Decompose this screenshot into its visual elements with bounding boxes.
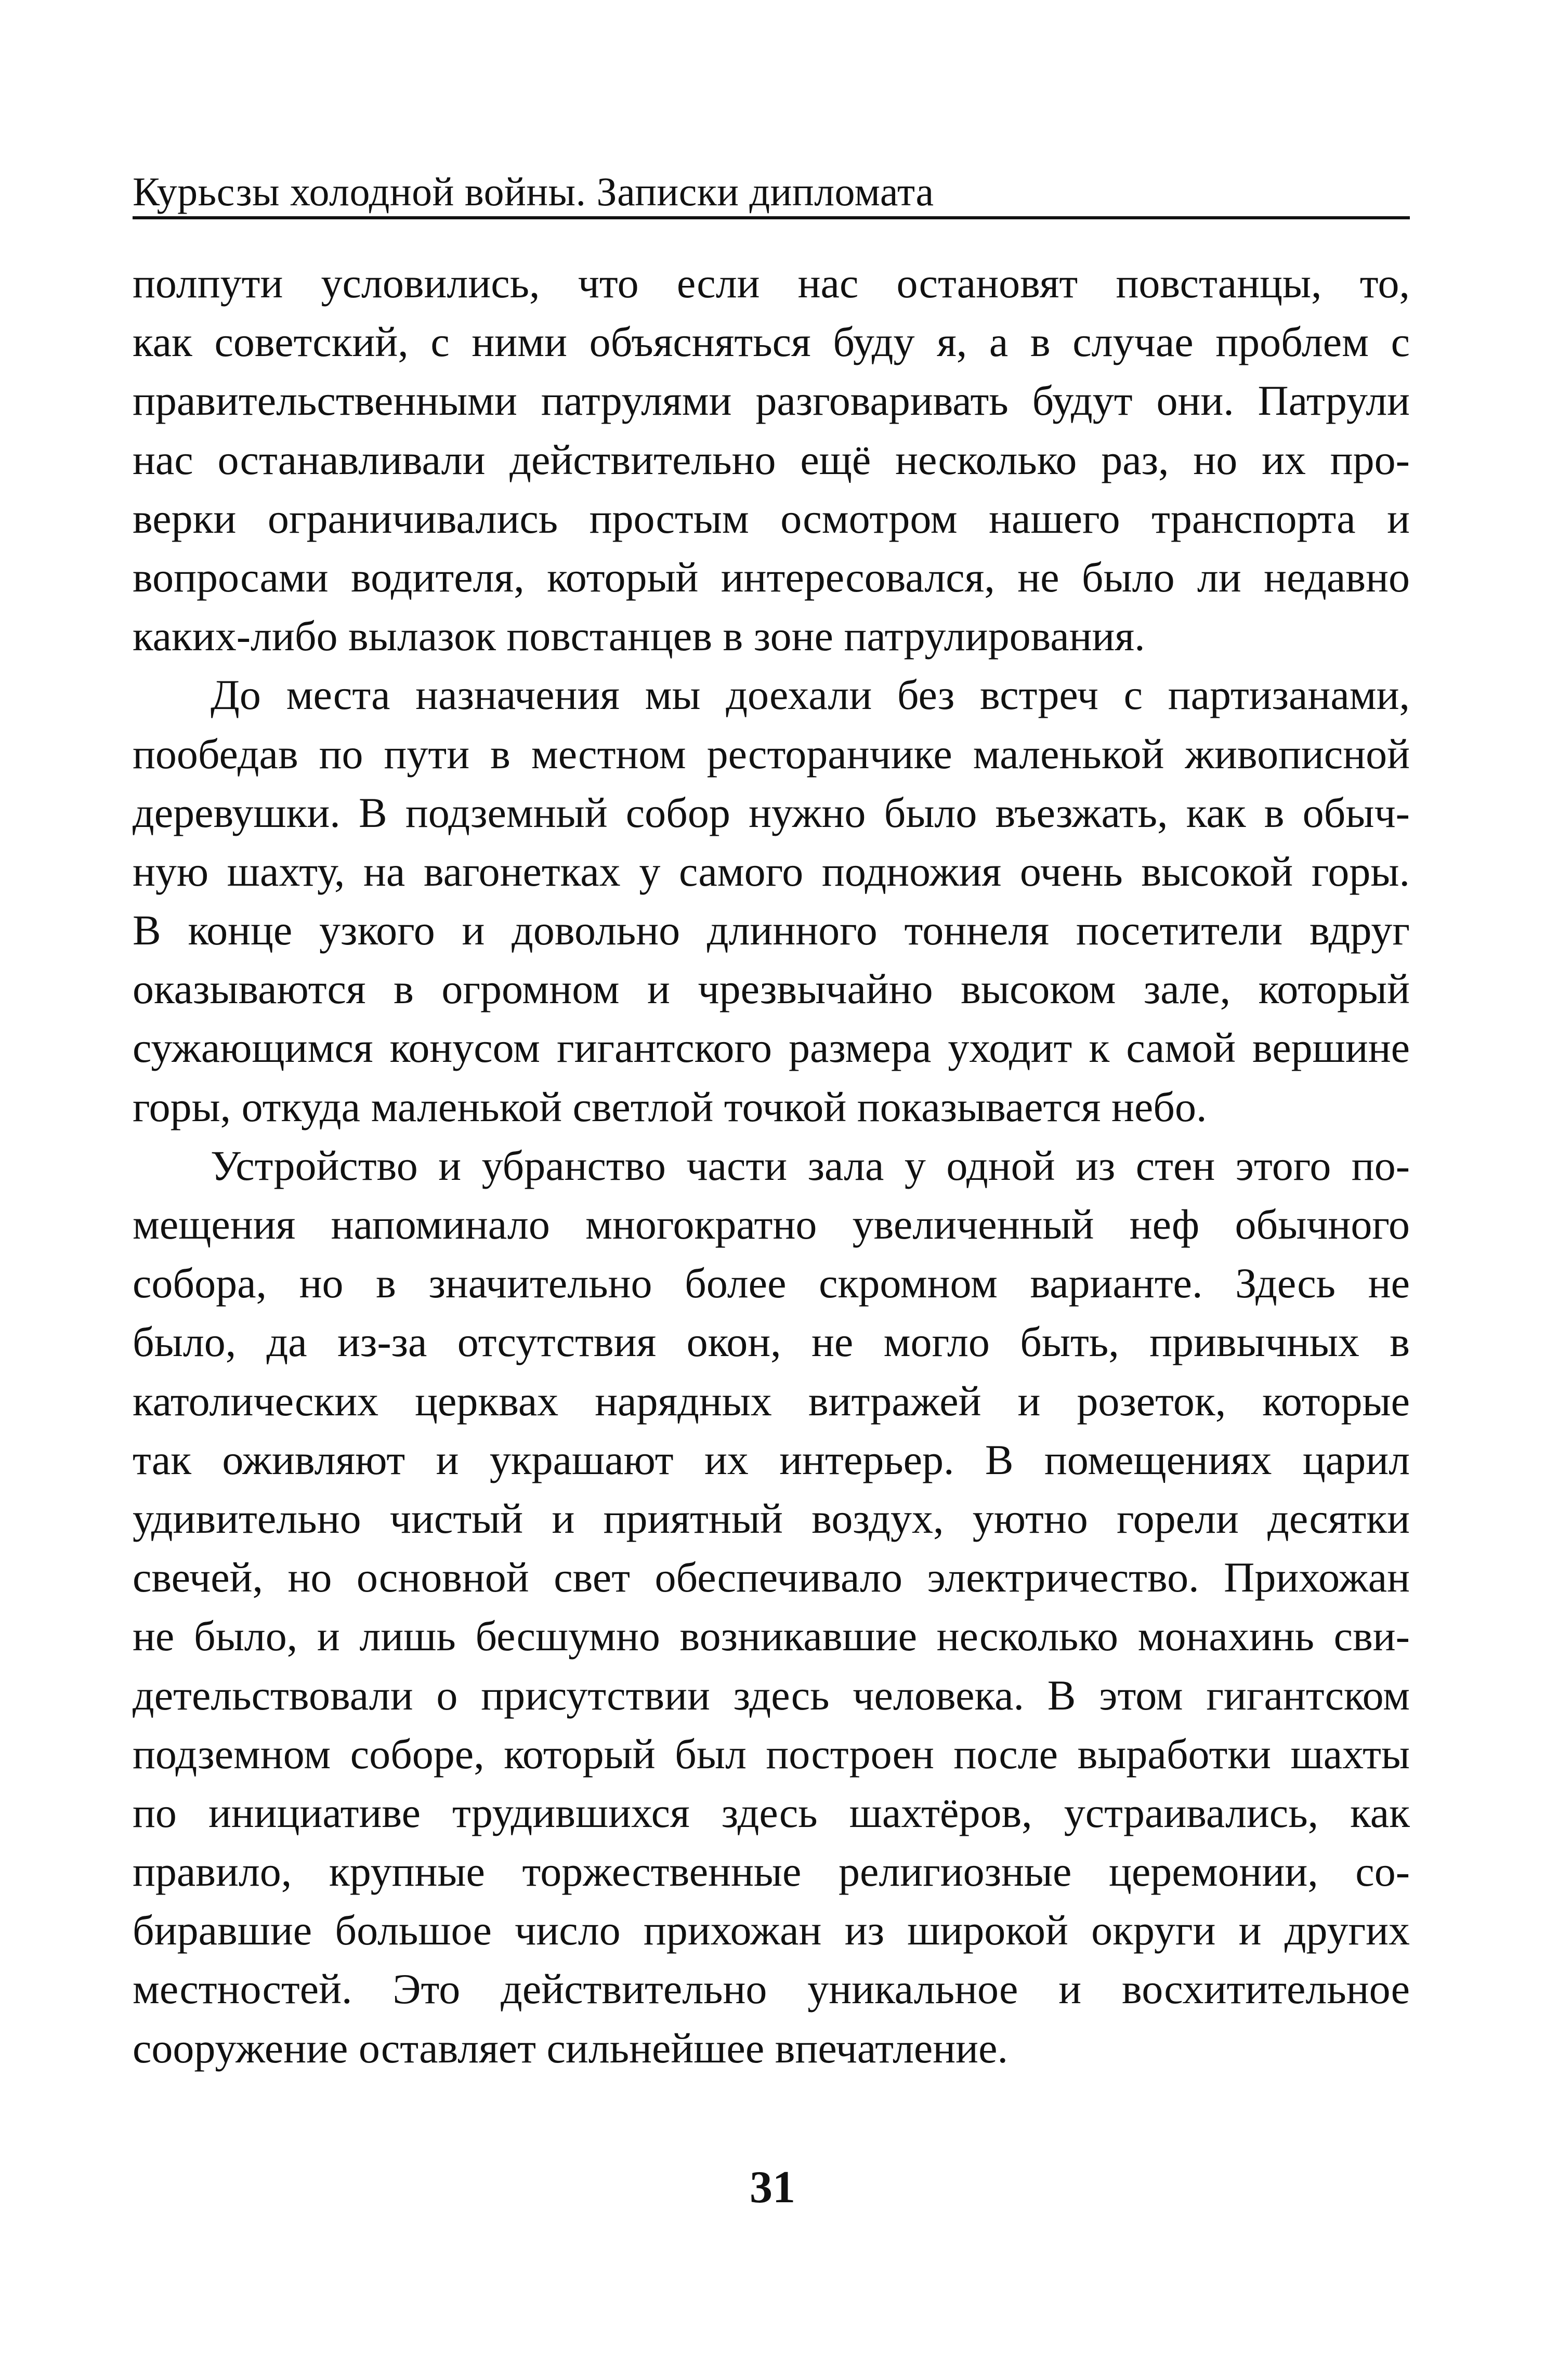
text-line: свечей, но основной свет обеспечивало электричество. Прихожан bbox=[133, 1554, 1410, 1601]
text-line: собора, но в значительно более скромном варианте. Здесь не bbox=[133, 1259, 1410, 1307]
text-line: сужающимся конусом гигантского размера уходит к самой вершине bbox=[133, 1024, 1410, 1072]
text-line: как советский, с ними объясняться буду я, а в случае проблем с bbox=[133, 318, 1410, 366]
text-line: сооружение оставляет сильнейшее впечатление. bbox=[133, 2024, 1008, 2072]
text-line: оказываются в огромном и чрезвычайно высоком зале, который bbox=[133, 965, 1410, 1013]
text-line: биравшие большое число прихожан из широкой округи и других bbox=[133, 1906, 1410, 1954]
text-line: было, да из-за отсутствия окон, не могло быть, привычных в bbox=[133, 1318, 1410, 1366]
page-number: 31 bbox=[750, 2162, 795, 2213]
text-line: каких-либо вылазок повстанцев в зоне патрулирования. bbox=[133, 612, 1145, 660]
paragraph bbox=[133, 665, 1410, 1136]
text-line: местностей. Это действительно уникальное и восхитительное bbox=[133, 1965, 1410, 2013]
text-line: мещения напоминало многократно увеличенный неф обычного bbox=[133, 1201, 1410, 1248]
text-line: Устройство и убранство части зала у одной из стен этого по- bbox=[211, 1141, 1410, 1189]
text-line: не было, и лишь бесшумно возникавшие несколько монахинь сви- bbox=[133, 1612, 1410, 1660]
text-line: удивительно чистый и приятный воздух, уютно горели десятки bbox=[133, 1494, 1410, 1542]
body-text bbox=[133, 254, 1410, 2077]
paragraph bbox=[133, 1136, 1410, 2077]
text-line: правительственными патрулями разговаривать будут они. Патрули bbox=[133, 377, 1410, 425]
running-head bbox=[133, 152, 1410, 219]
text-line: по инициативе трудившихся здесь шахтёров, устраивались, как bbox=[133, 1789, 1410, 1836]
running-head-title: Курьсзы холодной войны. Записки дипломата bbox=[133, 169, 934, 214]
text-line: ную шахту, на вагонетках у самого подножия очень высокой горы. bbox=[133, 847, 1410, 895]
text-line: детельствовали о присутствии здесь человека. В этом гигантском bbox=[133, 1671, 1410, 1719]
text-line: правило, крупные торжественные религиозные церемонии, со- bbox=[133, 1848, 1410, 1896]
text-line: До места назначения мы доехали без встреч с партизанами, bbox=[211, 671, 1410, 719]
text-line: нас останавливали действительно ещё несколько раз, но их про- bbox=[133, 436, 1410, 483]
text-line: вопросами водителя, который интересовался, не было ли недавно bbox=[133, 553, 1410, 601]
text-line: пообедав по пути в местном ресторанчике маленькой живописной bbox=[133, 730, 1410, 778]
text-line: горы, откуда маленькой светлой точкой показывается небо. bbox=[133, 1083, 1207, 1130]
text-line: так оживляют и украшают их интерьер. В помещениях царил bbox=[133, 1436, 1410, 1483]
text-line: подземном соборе, который был построен после выработки шахты bbox=[133, 1730, 1410, 1778]
text-line: верки ограничивались простым осмотром нашего транспорта и bbox=[133, 494, 1410, 542]
text-line: В конце узкого и довольно длинного тоннеля посетители вдруг bbox=[133, 906, 1410, 954]
text-line: деревушки. В подземный собор нужно было въезжать, как в обыч- bbox=[133, 788, 1410, 836]
paragraph bbox=[133, 254, 1410, 665]
text-line: католических церквах нарядных витражей и розеток, которые bbox=[133, 1377, 1410, 1425]
text-line: полпути условились, что если нас остановят повстанцы, то, bbox=[133, 259, 1410, 307]
